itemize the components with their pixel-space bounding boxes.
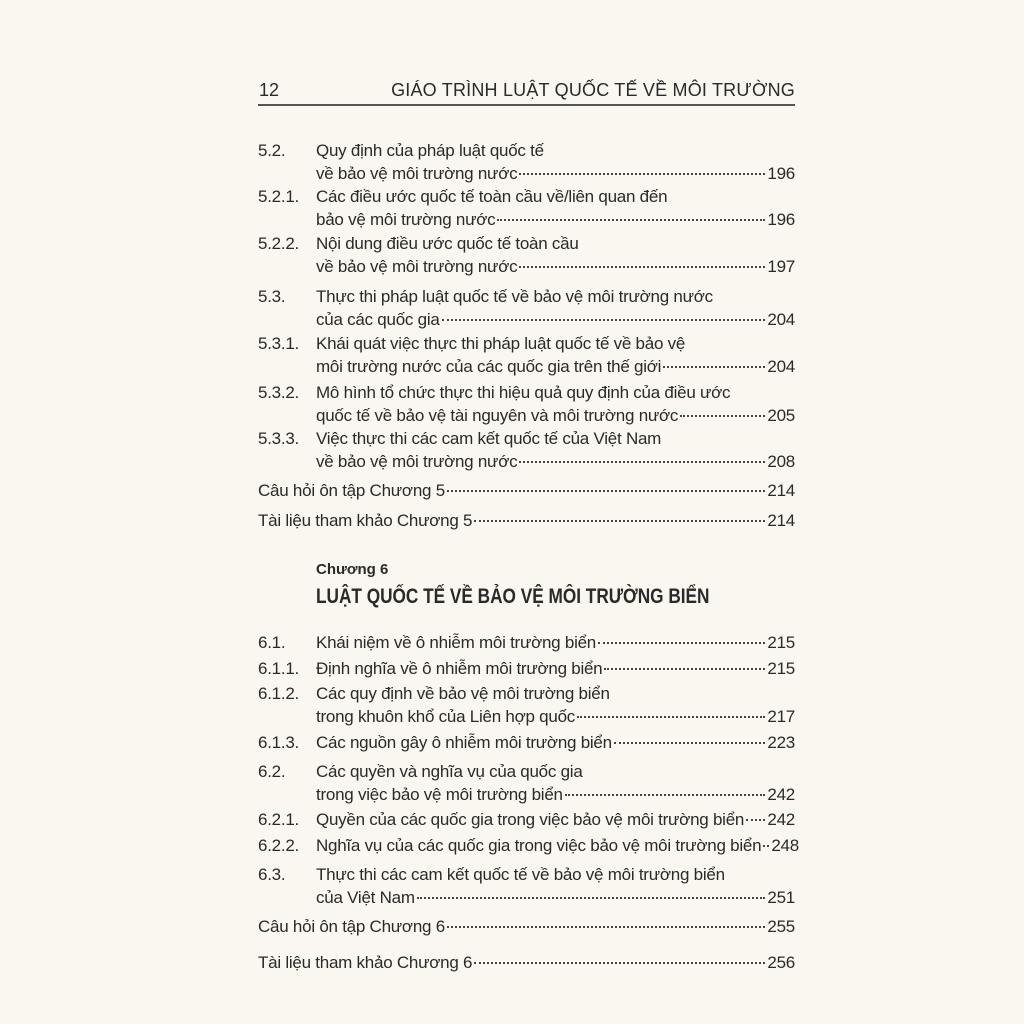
toc-entry <box>258 760 795 806</box>
toc-entry <box>258 731 795 754</box>
entry-title: Các nguồn gây ô nhiễm môi trường biển <box>316 733 612 752</box>
entry-title: trong việc bảo vệ môi trường biển <box>316 785 563 804</box>
entry-title: của các quốc gia <box>316 310 440 329</box>
entry-title-line: Quy định của pháp luật quốc tế <box>316 141 544 160</box>
page-ref: 215 <box>767 633 795 652</box>
dot-leader <box>447 490 765 492</box>
toc-entry <box>258 285 795 331</box>
page-ref: 242 <box>767 785 795 804</box>
entry-title-line: Khái quát việc thực thi pháp luật quốc tế về bảo vệ <box>316 334 686 353</box>
dot-leader <box>442 319 766 321</box>
toc-entry <box>258 863 795 909</box>
dot-leader <box>519 461 765 463</box>
dot-leader <box>417 897 766 899</box>
section-number: 5.3.2. <box>258 383 300 402</box>
dot-leader <box>663 366 765 368</box>
dot-leader <box>497 219 765 221</box>
entry-title-line: Mô hình tổ chức thực thi hiệu quả quy định của điều ước <box>316 383 731 402</box>
dot-leader <box>598 642 765 644</box>
dot-leader <box>763 845 769 847</box>
section-number: 6.1.1. <box>258 659 300 678</box>
entry-title-line: Thực thi pháp luật quốc tế về bảo vệ môi trường nước <box>316 287 713 306</box>
dot-leader <box>604 668 765 670</box>
entry-title-line: Nội dung điều ước quốc tế toàn cầu <box>316 234 579 253</box>
entry-title: quốc tế về bảo vệ tài nguyên và môi trường nước <box>316 406 679 425</box>
toc-entry <box>258 185 795 231</box>
page-ref: 251 <box>767 888 795 907</box>
dot-leader <box>614 742 766 744</box>
dot-leader <box>565 794 766 796</box>
toc-entry <box>258 682 795 728</box>
dot-leader <box>474 962 765 964</box>
entry-title: Tài liệu tham khảo Chương 5 <box>258 511 473 530</box>
page-ref: 214 <box>767 511 795 530</box>
page-ref: 223 <box>767 733 795 752</box>
page-ref: 217 <box>767 707 795 726</box>
toc-entry <box>258 509 795 532</box>
entry-title: bảo vệ môi trường nước <box>316 210 496 229</box>
toc-entry <box>258 951 795 974</box>
dot-leader <box>519 173 765 175</box>
section-number: 5.2.2. <box>258 234 300 253</box>
toc-entry <box>258 834 799 857</box>
dot-leader <box>577 716 765 718</box>
toc-entry <box>258 657 795 680</box>
section-number: 6.1.2. <box>258 684 300 703</box>
toc-entry <box>258 808 795 831</box>
page-ref: 197 <box>767 257 795 276</box>
running-title: GIÁO TRÌNH LUẬT QUỐC TẾ VỀ MÔI TRƯỜNG <box>391 80 795 100</box>
toc-entry <box>258 479 795 502</box>
entry-title-line: Việc thực thi các cam kết quốc tế của Việt Nam <box>316 429 662 448</box>
entry-title-line: Thực thi các cam kết quốc tế về bảo vệ môi trường biển <box>316 865 725 884</box>
toc-entry <box>258 381 795 427</box>
toc-entry <box>258 232 795 278</box>
section-number: 5.3. <box>258 287 286 306</box>
entry-title: về bảo vệ môi trường nước <box>316 164 518 183</box>
chapter-title: LUẬT QUỐC TẾ VỀ BẢO VỆ MÔI TRƯỜNG BIỂN <box>316 585 710 608</box>
entry-title: Quyền của các quốc gia trong việc bảo vệ môi trường biển <box>316 810 745 829</box>
toc-entry <box>258 915 795 938</box>
section-number: 6.1. <box>258 633 286 652</box>
page-ref: 215 <box>767 659 795 678</box>
section-number: 6.1.3. <box>258 733 300 752</box>
dot-leader <box>519 266 765 268</box>
entry-title-line: Các điều ước quốc tế toàn cầu về/liên quan đến <box>316 187 668 206</box>
page-ref: 208 <box>767 452 795 471</box>
section-number: 5.3.3. <box>258 429 300 448</box>
page-ref: 205 <box>767 406 795 425</box>
page-ref: 248 <box>771 836 799 855</box>
toc-entry <box>258 427 795 473</box>
dot-leader <box>746 819 765 821</box>
entry-title-line: Các quyền và nghĩa vụ của quốc gia <box>316 762 583 781</box>
dot-leader <box>474 520 765 522</box>
entry-title: trong khuôn khổ của Liên hợp quốc <box>316 707 576 726</box>
page-ref: 196 <box>767 164 795 183</box>
page-number: 12 <box>259 80 280 100</box>
section-number: 6.2. <box>258 762 286 781</box>
page-ref: 242 <box>767 810 795 829</box>
entry-title: Khái niệm về ô nhiễm môi trường biển <box>316 633 596 652</box>
entry-title: Định nghĩa về ô nhiễm môi trường biển <box>316 659 603 678</box>
toc-entry <box>258 332 795 378</box>
dot-leader <box>447 926 765 928</box>
section-number: 6.3. <box>258 865 286 884</box>
entry-title: về bảo vệ môi trường nước <box>316 257 518 276</box>
page-ref: 256 <box>767 953 795 972</box>
section-number: 6.2.2. <box>258 836 300 855</box>
header-rule <box>258 104 795 106</box>
section-number: 6.2.1. <box>258 810 300 829</box>
section-number: 5.2.1. <box>258 187 300 206</box>
entry-title: của Việt Nam <box>316 888 415 907</box>
toc-entry <box>258 631 795 654</box>
page-ref: 196 <box>767 210 795 229</box>
page-ref: 255 <box>767 917 795 936</box>
entry-title: môi trường nước của các quốc gia trên thế giới <box>316 357 662 376</box>
section-number: 5.2. <box>258 141 286 160</box>
dot-leader <box>680 415 765 417</box>
entry-title: Tài liệu tham khảo Chương 6 <box>258 953 473 972</box>
section-number: 5.3.1. <box>258 334 300 353</box>
entry-title-line: Các quy định về bảo vệ môi trường biển <box>316 684 610 703</box>
entry-title: Câu hỏi ôn tập Chương 5 <box>258 481 445 500</box>
entry-title: Nghĩa vụ của các quốc gia trong việc bảo vệ môi trường biển <box>316 836 762 855</box>
page-ref: 204 <box>767 357 795 376</box>
entry-title: Câu hỏi ôn tập Chương 6 <box>258 917 445 936</box>
page-ref: 204 <box>767 310 795 329</box>
entry-title: về bảo vệ môi trường nước <box>316 452 518 471</box>
page-ref: 214 <box>767 481 795 500</box>
chapter-label: Chương 6 <box>316 561 389 578</box>
toc-entry <box>258 139 795 185</box>
